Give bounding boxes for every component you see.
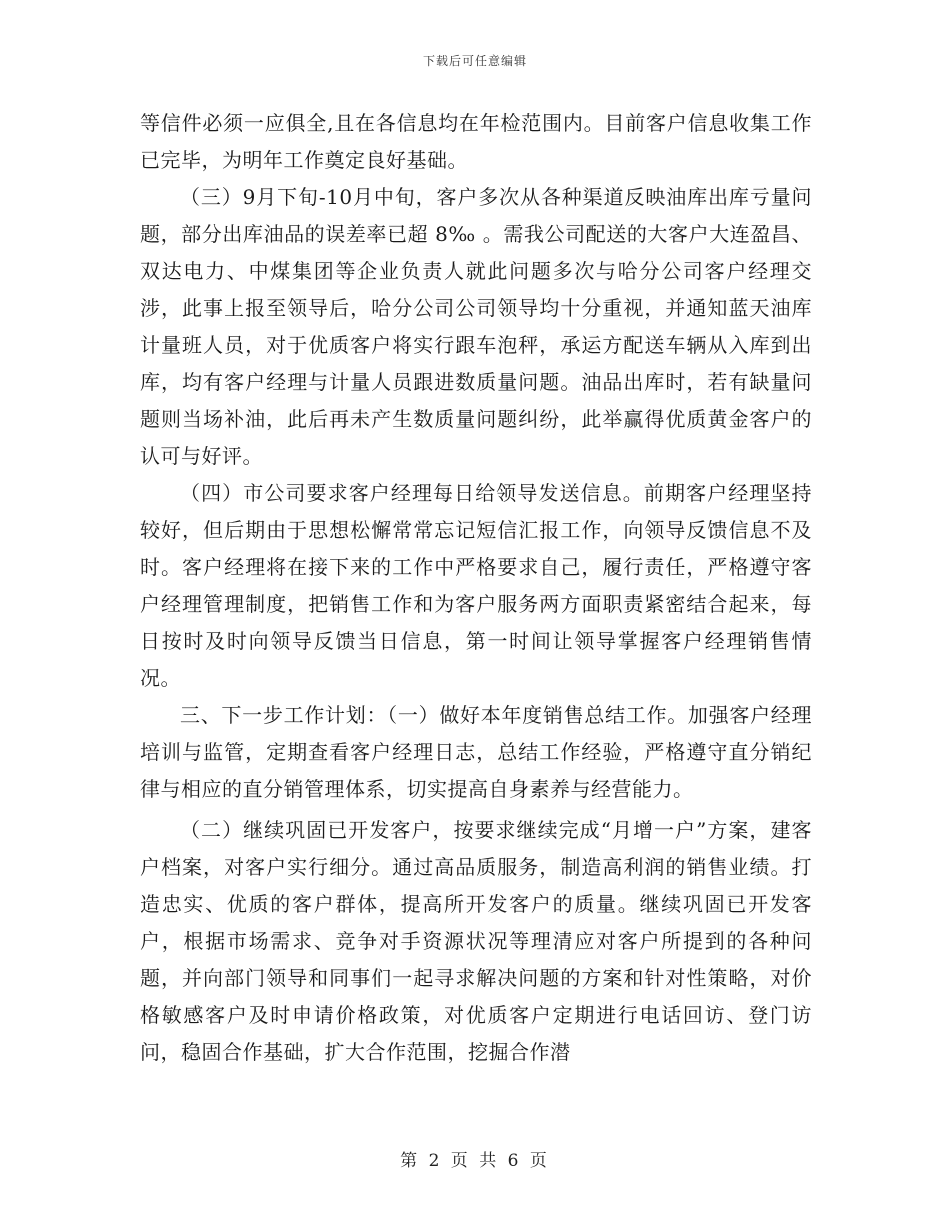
paragraph-section-4: （四）市公司要求客户经理每日给领导发送信息。前期客户经理坚持较好，但后期由于思想松懈常常忘记短信汇报工作，向领导反馈信息不及时。客户经理将在接下来的工作中严格要求自己，履行责任，严格遵守客户经理管理制度，把销售工作和为客户服务两方面职责紧密结合起来，每日按时及时向领导反馈当日信息，第一时间让领导掌握客户经理销售情况。 — [140, 481, 812, 690]
paragraph-next-plan: 三、下一步工作计划：（一）做好本年度销售总结工作。加强客户经理培训与监管，定期查看客户经理日志，总结工作经验，严格遵守直分销纪律与相应的直分销管理体系，切实提高自身素养与经营能力。 — [140, 703, 812, 801]
paragraph-section-3: （三）9月下旬-10月中旬，客户多次从各种渠道反映油库出库亏量问题，部分出库油品的误差率已超 8‰ 。需我公司配送的大客户大连盈昌、双达电力、中煤集团等企业负责人就此问题多次与哈分公司客户经理交涉，此事上报至领导后，哈分公司公司领导均十分重视，并通知蓝天油库计量班人员，对于优质客户将实行跟车泡秤，承运方配送车辆从入库到出库，均有客户经理与计量人员跟进数质量问题。油品出库时，若有缺量问题则当场补油，此后再未产生数质量问题纠纷，此举赢得优质黄金客户的认可与好评。 — [140, 185, 812, 468]
page-header: 下载后可任意编辑 — [422, 54, 527, 68]
document-body — [140, 105, 812, 1071]
paragraph-continuation: 等信件必须一应俱全,且在各信息均在年检范围内。目前客户信息收集工作已完毕，为明年工作奠定良好基础。 — [140, 111, 812, 172]
page-number: 第 2 页 共 6 页 — [400, 1151, 550, 1171]
paragraph-plan-2: （二）继续巩固已开发客户，按要求继续完成“月增一户”方案，建客户档案，对客户实行细分。通过高品质服务，制造高利润的销售业绩。打造忠实、优质的客户群体，提高所开发客户的质量。继续巩固已开发客户，根据市场需求、竞争对手资源状况等理清应对客户所提到的各种问题，并向部门领导和同事们一起寻求解决问题的方案和针对性策略，对价格敏感客户及时申请价格政策，对优质客户定期进行电话回访、登门访问，稳固合作基础，扩大合作范围，挖掘合作潜 — [140, 818, 812, 1064]
